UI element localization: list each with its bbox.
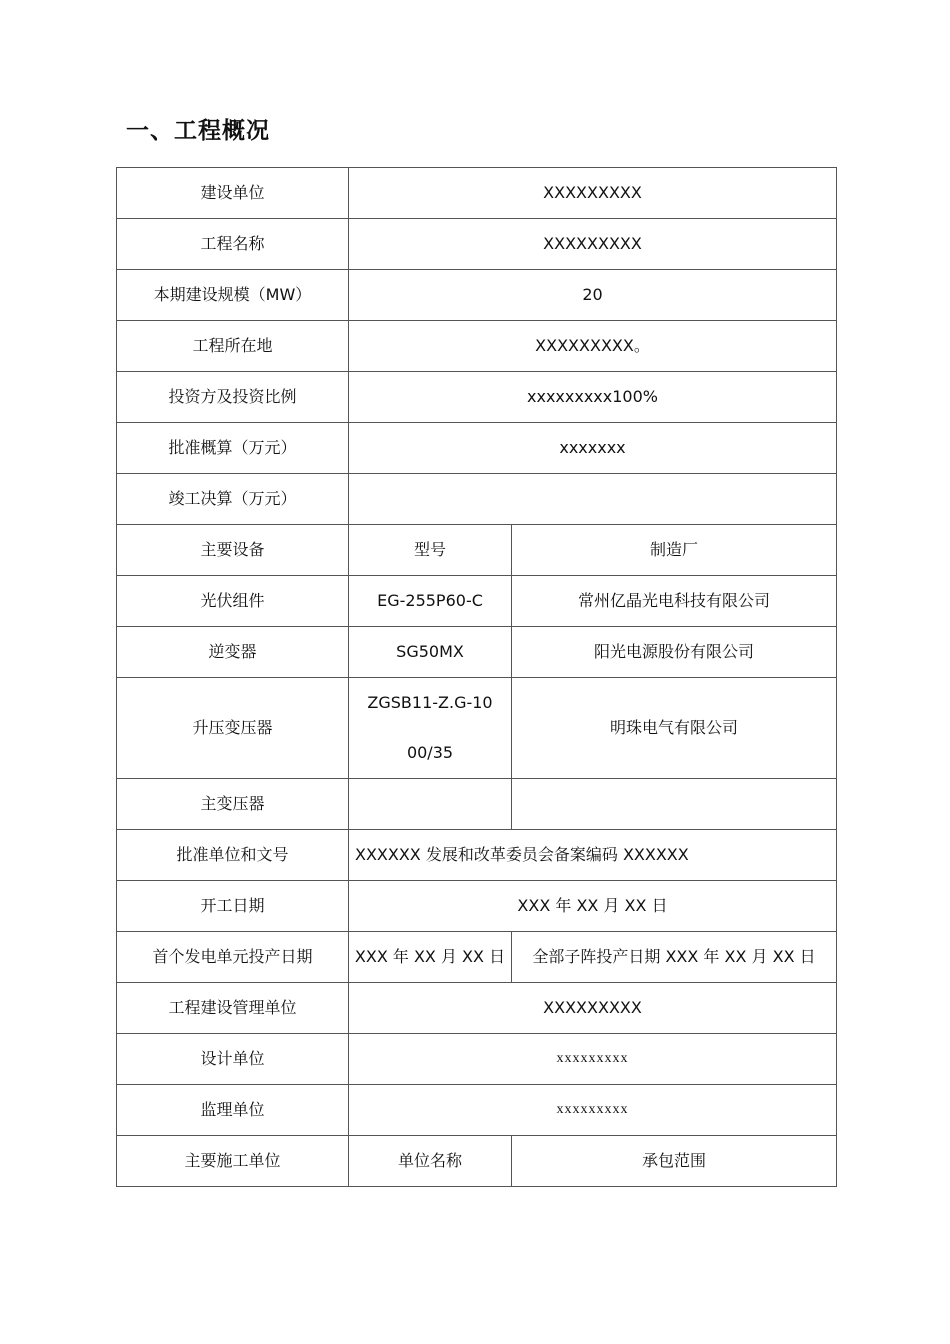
row-label: 建设单位 bbox=[117, 168, 349, 219]
table-row bbox=[117, 983, 837, 1034]
row-label: 批准概算（万元） bbox=[117, 423, 349, 474]
table-row bbox=[117, 423, 837, 474]
table-row bbox=[117, 372, 837, 423]
table-row bbox=[117, 576, 837, 627]
equipment-maker: 明珠电气有限公司 bbox=[512, 678, 837, 779]
table-row bbox=[117, 1034, 837, 1085]
row-label: 开工日期 bbox=[117, 881, 349, 932]
row-label: 主变压器 bbox=[117, 779, 349, 830]
table-row bbox=[117, 830, 837, 881]
row-label: 主要设备 bbox=[117, 525, 349, 576]
table-row bbox=[117, 168, 837, 219]
equipment-model: EG-255P60-C bbox=[349, 576, 512, 627]
equipment-model bbox=[349, 678, 512, 779]
table-row bbox=[117, 678, 837, 779]
row-value bbox=[349, 474, 837, 525]
table-row bbox=[117, 525, 837, 576]
row-value: xxxxxxxxx bbox=[349, 1085, 837, 1136]
model-line-1: ZGSB11-Z.G-10 bbox=[367, 693, 493, 712]
column-header-unit-name: 单位名称 bbox=[349, 1136, 512, 1187]
equipment-model: SG50MX bbox=[349, 627, 512, 678]
all-arrays-date: 全部子阵投产日期 XXX 年 XX 月 XX 日 bbox=[512, 932, 837, 983]
table-row bbox=[117, 219, 837, 270]
table-row bbox=[117, 321, 837, 372]
row-label: 本期建设规模（MW） bbox=[117, 270, 349, 321]
table-row bbox=[117, 1136, 837, 1187]
row-label: 工程名称 bbox=[117, 219, 349, 270]
row-value: XXXXXX 发展和改革委员会备案编码 XXXXXX bbox=[349, 830, 837, 881]
row-label: 工程所在地 bbox=[117, 321, 349, 372]
table-row bbox=[117, 270, 837, 321]
row-value: XXXXXXXXX bbox=[349, 983, 837, 1034]
equipment-maker: 阳光电源股份有限公司 bbox=[512, 627, 837, 678]
first-gen-date: XXX 年 XX 月 XX 日 bbox=[349, 932, 512, 983]
table-row bbox=[117, 932, 837, 983]
table-row bbox=[117, 474, 837, 525]
table-row bbox=[117, 881, 837, 932]
column-header-maker: 制造厂 bbox=[512, 525, 837, 576]
row-label: 投资方及投资比例 bbox=[117, 372, 349, 423]
equipment-model bbox=[349, 779, 512, 830]
equipment-maker: 常州亿晶光电科技有限公司 bbox=[512, 576, 837, 627]
row-label: 竣工决算（万元） bbox=[117, 474, 349, 525]
row-label: 批准单位和文号 bbox=[117, 830, 349, 881]
row-value: 20 bbox=[349, 270, 837, 321]
project-overview-table bbox=[116, 167, 837, 1187]
page-title: 一、工程概况 bbox=[126, 118, 270, 144]
row-label: 设计单位 bbox=[117, 1034, 349, 1085]
row-value: XXXXXXXXX。 bbox=[349, 321, 837, 372]
row-label: 升压变压器 bbox=[117, 678, 349, 779]
model-line-2: 00/35 bbox=[406, 743, 454, 762]
table-row bbox=[117, 1085, 837, 1136]
row-label: 监理单位 bbox=[117, 1085, 349, 1136]
equipment-maker bbox=[512, 779, 837, 830]
row-value: xxxxxxxxx100% bbox=[349, 372, 837, 423]
column-header-scope: 承包范围 bbox=[512, 1136, 837, 1187]
row-value: xxxxxxxxx bbox=[349, 1034, 837, 1085]
row-label: 光伏组件 bbox=[117, 576, 349, 627]
column-header-model: 型号 bbox=[349, 525, 512, 576]
row-label: 首个发电单元投产日期 bbox=[117, 932, 349, 983]
row-label: 工程建设管理单位 bbox=[117, 983, 349, 1034]
table-row bbox=[117, 627, 837, 678]
row-label: 主要施工单位 bbox=[117, 1136, 349, 1187]
row-value: XXX 年 XX 月 XX 日 bbox=[349, 881, 837, 932]
row-value: XXXXXXXXX bbox=[349, 168, 837, 219]
table-row bbox=[117, 779, 837, 830]
row-value: XXXXXXXXX bbox=[349, 219, 837, 270]
row-value: xxxxxxx bbox=[349, 423, 837, 474]
row-label: 逆变器 bbox=[117, 627, 349, 678]
